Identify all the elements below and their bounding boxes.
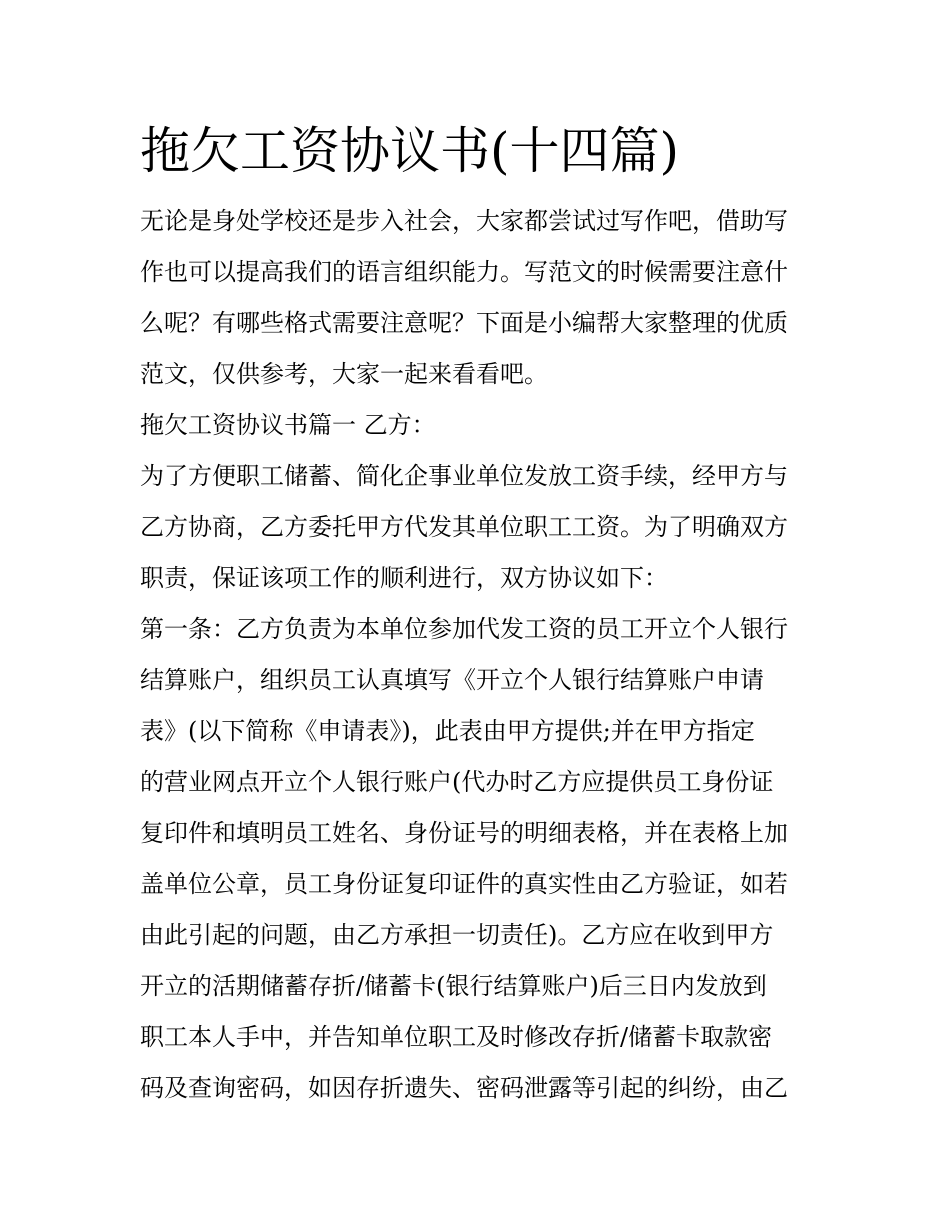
section-heading: 拖欠工资协议书篇一 乙方： bbox=[140, 411, 436, 439]
body-line-17: 职工本人手中，并告知单位职工及时修改存折/储蓄卡取款密 bbox=[140, 1023, 773, 1051]
body-line-6: 为了方便职工储蓄、简化企事业单位发放工资手续，经甲方与 bbox=[140, 462, 788, 490]
body-line-8: 职责，保证该项工作的顺利进行，双方协议如下： bbox=[140, 564, 668, 592]
body-line-12: 的营业网点开立个人银行账户(代办时乙方应提供员工身份证 bbox=[140, 768, 774, 796]
document-title: 拖欠工资协议书(十四篇) bbox=[140, 122, 680, 180]
body-line-3: 么呢？有哪些格式需要注意呢？下面是小编帮大家整理的优质 bbox=[140, 309, 788, 337]
document-body bbox=[140, 196, 820, 1114]
body-line-18: 码及查询密码，如因存折遗失、密码泄露等引起的纠纷，由乙 bbox=[140, 1074, 788, 1102]
body-line-11: 表》(以下简称《申请表》)，此表由甲方提供;并在甲方指定 bbox=[140, 717, 755, 745]
body-line-14: 盖单位公章，员工身份证复印证件的真实性由乙方验证，如若 bbox=[140, 870, 788, 898]
body-line-13: 复印件和填明员工姓名、身份证号的明细表格，并在表格上加 bbox=[140, 819, 788, 847]
body-line-10: 结算账户，组织员工认真填写《开立个人银行结算账户申请 bbox=[140, 666, 764, 694]
document-content bbox=[140, 112, 820, 1114]
body-line-1: 无论是身处学校还是步入社会，大家都尝试过写作吧，借助写 bbox=[140, 207, 788, 235]
body-line-16: 开立的活期储蓄存折/储蓄卡(银行结算账户)后三日内发放到 bbox=[140, 972, 767, 1000]
body-line-9: 第一条：乙方负责为本单位参加代发工资的员工开立个人银行 bbox=[140, 615, 788, 643]
body-line-15: 由此引起的问题，由乙方承担一切责任)。乙方应在收到甲方 bbox=[140, 921, 774, 949]
body-line-4: 范文，仅供参考，大家一起来看看吧。 bbox=[140, 360, 548, 388]
body-line-2: 作也可以提高我们的语言组织能力。写范文的时候需要注意什 bbox=[140, 258, 788, 286]
body-line-7: 乙方协商，乙方委托甲方代发其单位职工工资。为了明确双方 bbox=[140, 513, 788, 541]
